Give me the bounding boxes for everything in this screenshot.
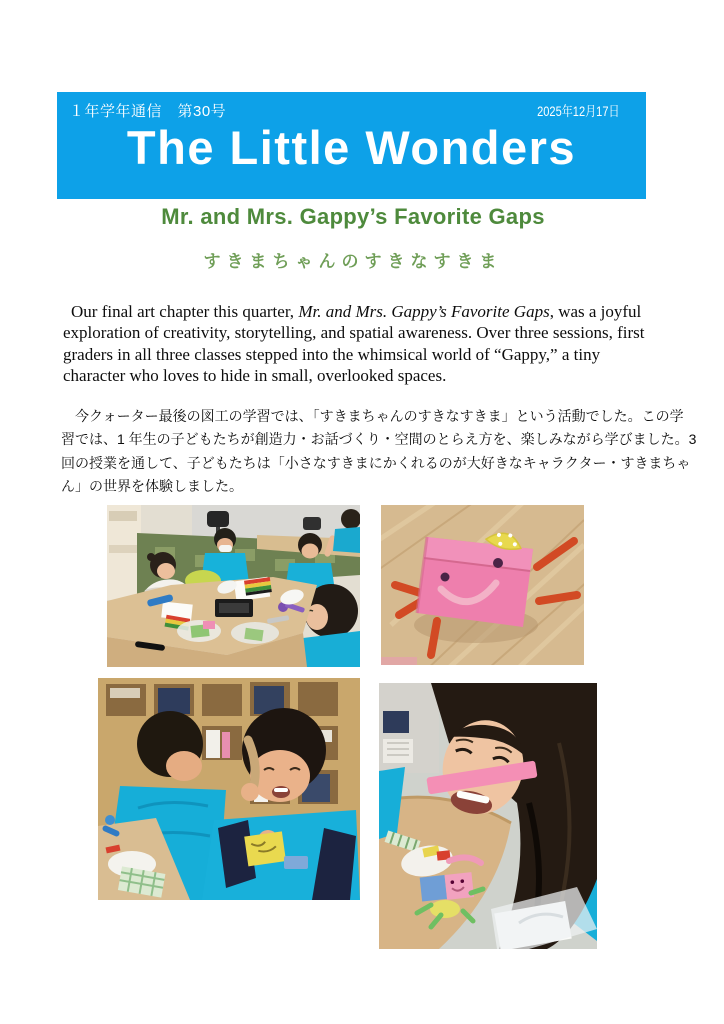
newsletter-title: The Little Wonders [126,121,577,174]
issue-label: １年学年通信 第30号 [69,103,227,120]
body-en-line2: exploration of creativity, storytelling, and spatial awareness. Over three sessions, first [63,323,645,343]
photo-classroom-table [107,505,360,667]
photo-gappy-character [381,505,584,665]
gappy-body [417,537,533,627]
yellow-craft [244,831,286,866]
body-ja-line2: 習では、1 年生の子どもたちが創造力・お話づくり・空間のとらえ方を、楽しみながら学びました。3 [61,431,697,448]
body-paragraph-japanese [61,405,697,499]
photo-boys-illustration [98,678,360,900]
body-ja-line1: 今クォーター最後の図工の学習では、「すきまちゃんのすきなすきま」という活動でした。この学 [61,408,684,424]
subtitle-english: Mr. and Mrs. Gappy’s Favorite Gaps [161,204,545,229]
photo-gappy-illustration [381,505,584,665]
photo-girl-illustration [379,683,597,949]
body-en-line1-post: , was a joyful [549,302,642,321]
body-ja-line3: 回の授業を通して、子どもたちは「小さなすきまにかくれるのが大好きなキャラクター・すきまちゃ [61,454,691,471]
photo-boys-crafting [98,678,360,900]
photo-girl-pink-strip [379,683,597,949]
masthead-row [57,92,646,121]
body-paragraph-english [63,301,665,387]
gappy-eye-right [493,558,503,568]
body-en-line3: graders in all three classes stepped into the whimsical world of “Gappy,” a tiny [63,344,601,364]
body-ja-line4: ん」の世界を体験しました。 [61,478,243,495]
body-en-line1-italic: Mr. and Mrs. Gappy’s Favorite Gaps [298,302,550,321]
subtitle-japanese: すきまちゃんのすきなすきま [203,252,503,271]
issue-date: 2025年12月17日 [537,104,620,119]
body-en-line1 [63,301,665,322]
body-en-line1-pre: Our final art chapter this quarter, [71,302,299,321]
masthead-band [57,92,646,199]
photo-classroom-table-illustration [107,505,360,667]
gappy-eye-left [441,573,450,582]
body-en-line4: character who loves to hide in small, overlooked spaces. [63,366,447,386]
